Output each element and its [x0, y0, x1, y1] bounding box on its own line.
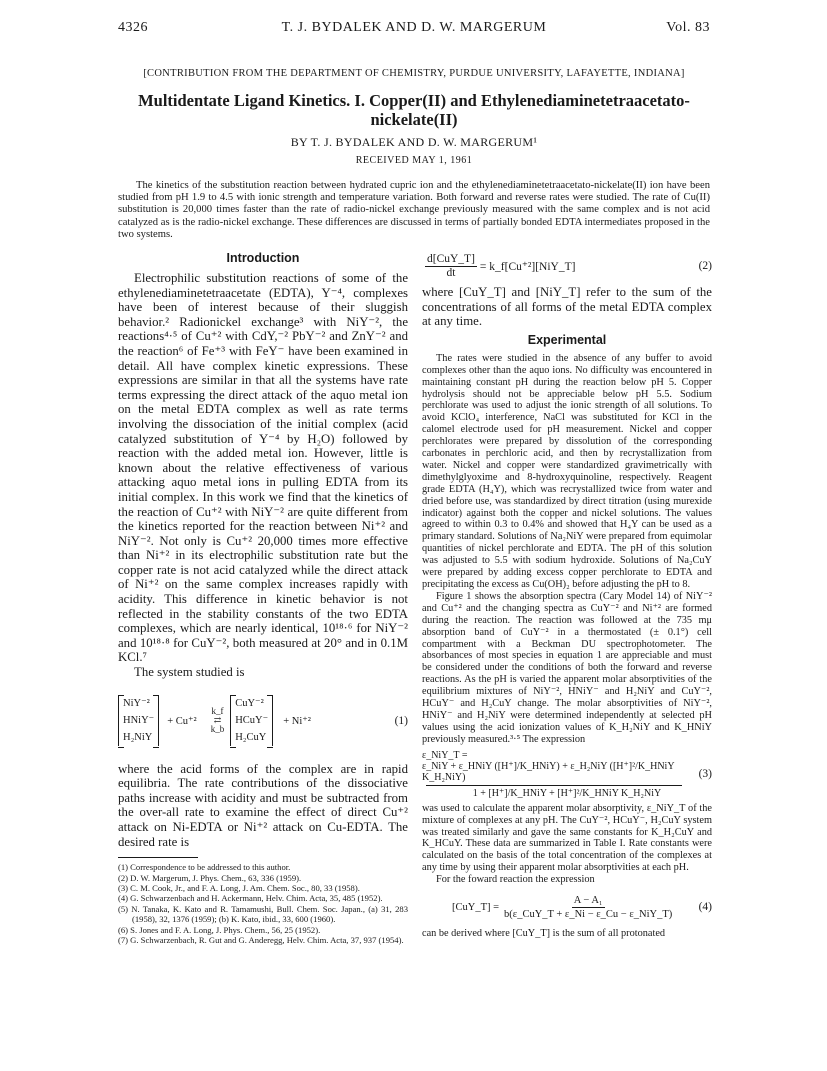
scheme-species: HCuY⁻ [235, 715, 269, 727]
article-title [118, 91, 710, 129]
footnote: (3) C. M. Cook, Jr., and F. A. Long, J. Am. Chem. Soc., 80, 33 (1958). [118, 883, 360, 893]
scheme-left-species [118, 695, 159, 746]
experimental-paragraph-1: The rates were studied in the absence of any buffer to avoid complexes other than the aquo ions. No difficulty was encountered in maintaining constant pH during the reaction below pH 5. Copper hydrolysis should not be appreciable below pH 5.5. Sodium perchlorate was used to adjust the ionic strength of all solutions. To avoid KClO₄ interference, NaCl was substituted for KCl in the calomel electrode used for pH measurement. Nickel and copper perchlorates were prepared by dissolution of the corresponding carbonates in perchloric acid, and then by recrystallization from water. Nickel and copper were standardized gravimetrically with dimethylglyoxime and 8-hydroxyquinoline, respectively. Reagent grade EDTA (H₄Y), which was recrystallized twice from water and dried before use, was standardized by direct titration (using murexide indicator) against both the copper and nickel solutions. The values agreed to within 0.3 to 0.4% and showed that H₄Y can be used as a primary standard. Solutions of Na₂NiY were prepared from equimolar quantities of nickel perchlorate and EDTA. The pH of this solution was adjusted to 5.5 with sodium hydroxide. Solutions of Na₂CuY were prepared by adding excess copper perchlorate to EDTA and precipitating the excess as Cu(OH)₂ before adjusting the pH to 8. [422, 352, 712, 590]
experimental-paragraph-5: can be derived where [CuY_T] is the sum of all protonated [422, 928, 666, 940]
eq3-fraction-bar [426, 785, 682, 786]
introduction-paragraph-2: The system studied is [134, 665, 245, 680]
equation-number: (1) [394, 714, 408, 727]
scheme-species: NiY⁻² [123, 698, 150, 710]
received-date: RECEIVED MAY 1, 1961 [355, 155, 473, 166]
introduction-paragraph-3: where the acid forms of the complex are in rapid equilibria. The rate contributions of the dissociative paths increase with acidity and must be subtracted from the over-all rate to examine the effect of direct Cu⁺² attack on Ni-EDTA or Ni⁺² attack on Cu-EDTA. The desired rate is [118, 761, 408, 849]
kf-label: k_f [211, 706, 224, 717]
eq3-denominator: 1 + [H⁺]/K_HNiY + [H⁺]²/K_HNiY K_H₂NiY [472, 787, 662, 799]
introduction-heading: Introduction [226, 251, 300, 265]
byline: BY T. J. BYDALEK AND D. W. MARGERUM¹ [290, 135, 538, 149]
scheme-species: HNiY⁻ [123, 715, 155, 727]
abstract [118, 180, 710, 241]
eq4-denominator: b(ε_CuY_T + ε_Ni − ε_Cu − ε_NiY_T) [504, 908, 673, 920]
volume-label: Vol. 83 [666, 20, 710, 35]
abstract-text: The kinetics of the substitution reaction between hydrated cupric ion and the ethylenediaminetetraacetato-nickelate(II) ion have been studied from pH 1.9 to 4.5 with ionic strength and temperature variation. Both forward and reverse rates were studied. The rate of Cu(II) substitution is 20,000 times faster than the rate of radio-nickel exchange previously measured with the same complex and is not acid catalyzed as is the radio-nickel exchange. These differences are discussed in terms of partially bonded EDTA intermediates proposed in the two systems. [118, 180, 710, 240]
equation-number: (4) [698, 901, 712, 914]
footnote: (7) G. Schwarzenbach, R. Gut and G. Anderegg, Helv. Chim. Acta, 37, 937 (1954). [118, 935, 404, 946]
equation-number: (2) [698, 260, 712, 272]
experimental-heading: Experimental [527, 332, 607, 347]
footnote: (6) S. Jones and F. A. Long, J. Phys. Chem., 56, 25 (1952). [118, 924, 321, 935]
scheme-plus-ni: + Ni⁺² [283, 715, 311, 727]
eq4-numerator: A − A₁ [573, 894, 603, 906]
rate-numerator: d[CuY_T] [427, 252, 475, 265]
experimental-paragraph-4: For the foward reaction the expression [436, 874, 595, 886]
scheme-species: H₂CuY [235, 732, 267, 744]
reaction-scheme [118, 686, 408, 756]
eq3-lhs: ε_NiY_T = [422, 749, 468, 761]
scheme-species: CuY⁻² [235, 698, 264, 710]
footnote: (2) D. W. Margerum, J. Phys. Chem., 63, 336 (1959). [118, 872, 302, 883]
equilibrium-arrow-icon: ⇄ [213, 715, 222, 726]
left-column [118, 247, 408, 945]
rate-rhs: = k_f[Cu⁺²][NiY_T] [479, 261, 576, 273]
equilibrium-arrows [211, 707, 225, 734]
scheme-species: H₂NiY [123, 732, 153, 744]
absorptivity-equation [422, 750, 712, 799]
eq3-numerator: ε_NiY + ε_HNiY ([H⁺]/K_HNiY) + ε_H₂NiY ([H⁺]²/K_HNiY K_H₂NiY) [422, 760, 675, 783]
page-number: 4326 [118, 20, 148, 35]
scheme-plus-cu: + Cu⁺² [167, 715, 197, 727]
rate-equation [422, 253, 712, 279]
concentration-equation [422, 892, 712, 922]
footnotes [118, 862, 408, 945]
contribution-line: [CONTRIBUTION FROM THE DEPARTMENT OF CHEMISTRY, PURDUE UNIVERSITY, LAFAYETTE, INDIANA] [143, 68, 685, 79]
rate-fraction [425, 253, 477, 280]
right-column [422, 247, 712, 940]
running-head-authors: T. J. BYDALEK AND D. W. MARGERUM [281, 20, 547, 35]
scheme-right-species [230, 695, 273, 746]
right-intro-paragraph: where [CuY_T] and [NiY_T] refer to the sum of the concentrations of all forms of the metal EDTA complex at any time. [422, 285, 712, 329]
title-line-1: Multidentate Ligand Kinetics. I. Copper(II) and Ethylenediaminetetraacetato- [138, 91, 690, 110]
footnote: (1) Correspondence to be addressed to this author. [118, 862, 291, 873]
experimental-paragraph-3: was used to calculate the apparent molar absorptivity, ε_NiY_T of the mixture of complexes at any pH. The CuY⁻², HCuY⁻, H₂CuY system was treated similarly and gave the same constants for K_H₂CuY and K_HCuY. These data are summarized in Table I. Rate constants were calculated on the basis of the total concentration of the complexes at any time by using their apparent molar absorptivities at each pH. [422, 802, 712, 874]
experimental-paragraph-2: Figure 1 shows the absorption spectra (Cary Model 14) of NiY⁻² and Cu⁺² and the changing spectra as CuY⁻² and Ni⁺² are formed during the reaction. The reaction was followed at the 735 mμ absorption band of CuY⁻² in a thermostated (± 0.1°) cell compartment with a Beckman DU spectrophotometer. The absorbances of most species in equation 1 are appreciable and must be considered under the conditions of both the forward and reverse reactions. As the pH is varied the apparent molar absorptivities of the equilibrium mixtures of NiY⁻², HNiY⁻ and H₂NiY and CuY⁻², HCuY⁻ and H₂CuY change. The molar absorptivities of NiY⁻², HNiY⁻ and H₂NiY were determined independently at selected pH values using the acid ionization values of K_H₂NiY and K_HNiY previously measured.³·⁵ The expression [422, 590, 712, 745]
eq4-lhs: [CuY_T] = [452, 901, 500, 913]
rate-denominator: dt [446, 266, 456, 279]
footnote: (5) N. Tanaka, K. Kato and R. Tamamushi, Bull. Chem. Soc. Japan., (a) 31, 283 (1958), 32, 1376 (1959); (b) K. Kato, ibid., 33, 600 (1960). [118, 903, 408, 925]
title-line-2: nickelate(II) [370, 110, 458, 129]
footnote: (4) G. Schwarzenbach and H. Ackermann, Helv. Chim. Acta, 35, 485 (1952). [118, 893, 383, 904]
kb-label: k_b [210, 724, 225, 735]
equation-number: (3) [698, 768, 712, 781]
eq4-fraction [502, 894, 674, 921]
introduction-paragraph-1: Electrophilic substitution reactions of some of the ethylenediaminetetraacetate (EDTA), Y⁻⁴, complexes have been of interest because of their sluggish behavior.² Radionickel exchange³ with NiY⁻², the reactions⁴·⁵ of Cu⁺² with CdY,⁻² PbY⁻² and ZnY⁻² and the reaction⁶ of Fe⁺³ with FeY⁻ have been examined in detail. All have complex kinetic expressions. These expressions are similar in that all the systems have rate terms expressing the direct attack of the aquo metal ion on the metal EDTA complex as well as rate terms involving the dissociation of the initial complex (acid catalyzed substitution of Y⁻⁴ by H₂O) followed by reaction with the added metal ion. However, little is known about the relative effectiveness of various attacking aquo metal ions in pulling EDTA from its initial complex. In this work we find that the kinetics of the reaction of Cu⁺² with NiY⁻² are quite different from the kinetics reported for the reaction between Ni⁺² and NiY⁻². Not only is Cu⁺² 20,000 times more effective than Ni⁺² in its electrophilic substitution rate but the copper rate is not acid catalyzed while the direct attack of Ni⁺² on the same complex increases rapidly with acidity. This difference in kinetic behavior is not reflected in the stability constants of the two EDTA complexes, which are nearly identical, 10¹⁸·⁶ for NiY⁻² and 10¹⁸·⁸ for CuY⁻², both measured at 20° and in 0.1M KCl.⁷ [118, 271, 408, 665]
